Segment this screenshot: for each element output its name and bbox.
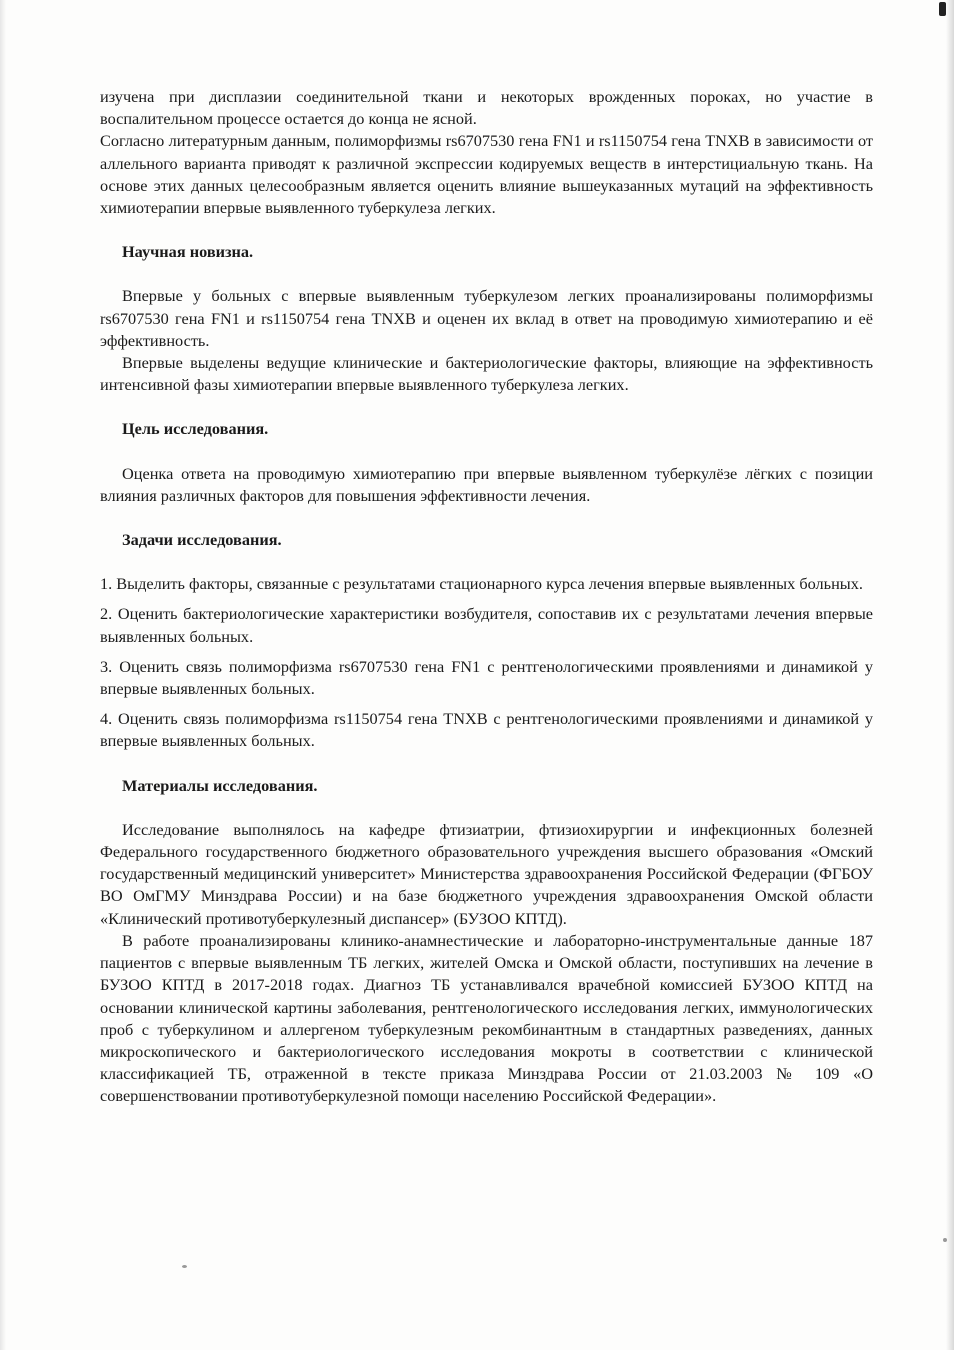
scan-speck bbox=[182, 1265, 187, 1268]
task-item: 3. Оценить связь полиморфизма rs6707530 гена FN1 с рентгенологическими проявлениями и динамикой у впервые выявленных больных. bbox=[100, 656, 873, 699]
section-heading-novelty: Научная новизна. bbox=[122, 242, 254, 262]
section-heading-materials: Материалы исследования. bbox=[122, 775, 318, 795]
novelty-paragraph: Впервые у больных с впервые выявленным туберкулезом легких проанализированы полиморфизмы rs6707530 гена FN1 и rs1150754 гена TNXB и оценен их вклад в ответ на проводимую химиотерапию и её эффективность. bbox=[100, 286, 873, 350]
scan-speck bbox=[943, 1238, 947, 1242]
goal-paragraph: Оценка ответа на проводимую химиотерапию при впервые выявленном туберкулёзе лёгких с позиции влияния различных факторов для повышения эффективности лечения. bbox=[100, 463, 873, 505]
task-item: 4. Оценить связь полиморфизма rs1150754 гена TNXB с рентгенологическими проявлениями и динамикой у впервые выявленных больных. bbox=[100, 709, 873, 751]
scan-edge-left bbox=[0, 0, 6, 1350]
materials-paragraph: В работе проанализированы клинико-анамнестические и лабораторно-инструментальные данные 187 пациентов с впервые выявленным ТБ легких, жителей Омска и Омской области, поступивших на лечение в БУЗОО КПТД в 2017-2018 годах. Диагноз ТБ устанавливался врачебной комиссией БУЗОО КПТД на основании клинической картины заболевания, рентгенологического исследования легких, иммунологических проб с туберкулином и аллергеном туберкулезным рекомбинантным в стандартных разведениях, данных микроскопического и бактериологического исследования мокроты в соответствии с клинической классификацией ТБ, отраженной в тексте приказа Минздрава России от 21.03.2003 № 109 «О совершенствовании противотуберкулезной помощи населению Российской Федерации». bbox=[100, 930, 873, 1106]
intro-paragraph: изучена при дисплазии соединительной ткани и некоторых врожденных пороках, но участие в воспалительном процессе остается до конца не ясной. bbox=[100, 87, 873, 129]
task-item: 2. Оценить бактериологические характеристики возбудителя, сопоставив их с результатами лечения впервые выявленных больных. bbox=[100, 604, 873, 646]
materials-paragraph: Исследование выполнялось на кафедре фтизиатрии, фтизиохирургии и инфекционных болезней Федерального государственного бюджетного образовательного учреждения высшего образования «Омский государственный медицинский университет» Министерства здравоохранения Российской Федерации (ФГБОУ ВО ОмГМУ Минздрава России) и на базе бюджетного учреждения здравоохранения Омской области «Клинический противотуберкулезный диспансер» (БУЗОО КПТД). bbox=[100, 819, 873, 928]
document-body bbox=[100, 86, 873, 1108]
section-heading-goal: Цель исследования. bbox=[122, 419, 269, 439]
section-heading-tasks: Задачи исследования. bbox=[122, 530, 282, 550]
task-item: 1. Выделить факторы, связанные с результатами стационарного курса лечения впервые выявленных больных. bbox=[100, 574, 863, 594]
scan-corner-mark bbox=[939, 2, 946, 16]
novelty-paragraph: Впервые выделены ведущие клинические и бактериологические факторы, влияющие на эффективность интенсивной фазы химиотерапии впервые выявленного туберкулеза легких. bbox=[100, 353, 873, 395]
intro-paragraph: Согласно литературным данным, полиморфизмы rs6707530 гена FN1 и rs1150754 гена TNXB в зависимости от аллельного варианта приводят к различной экспрессии кодируемых веществ в интерстициальную ткань. На основе этих данных целесообразным является оценить влияние вышеуказанных мутаций на эффективность химиотерапии впервые выявленного туберкулеза легких. bbox=[100, 131, 873, 218]
scan-edge-right bbox=[946, 0, 954, 1350]
